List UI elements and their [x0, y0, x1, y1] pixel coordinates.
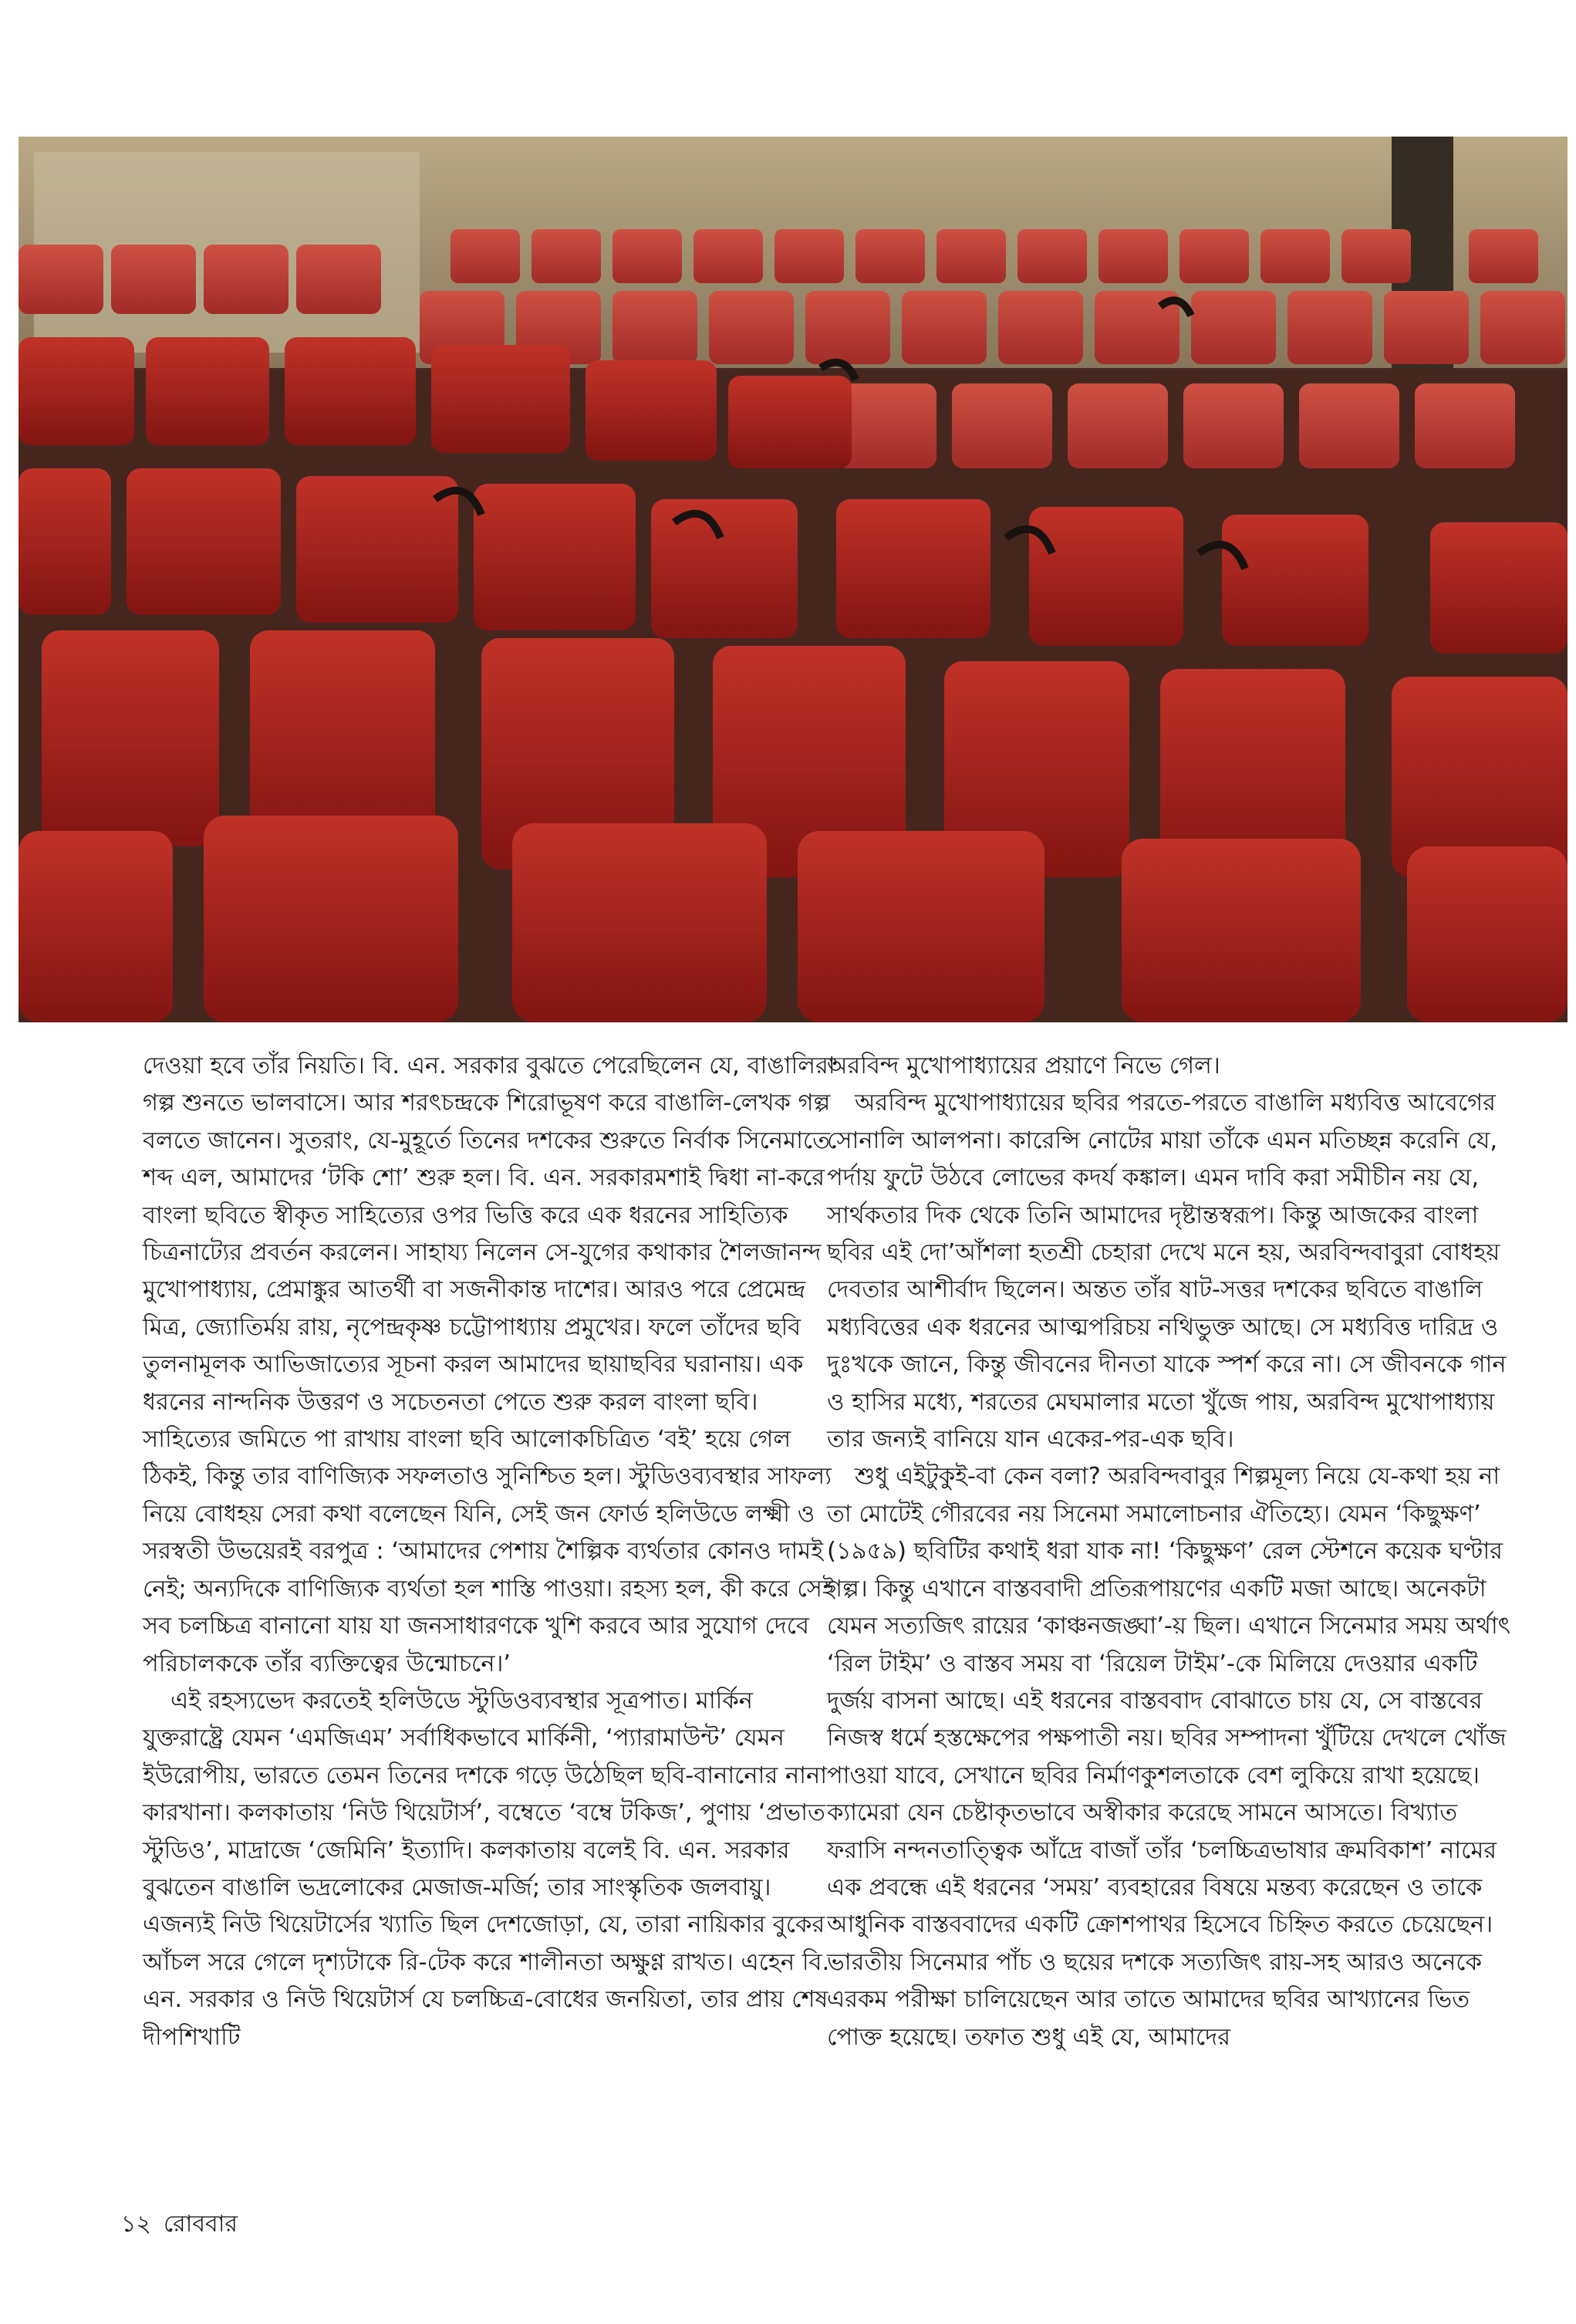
- paragraph: অরবিন্দ মুখোপাধ্যায়ের প্রয়াণে নিভে গেল।: [827, 1052, 1220, 1079]
- paragraph: শুধু এইটুকুই-বা কেন বলা? অরবিন্দবাবুর শিল্পমূল্য নিয়ে যে-কথা হয় না তা মোটেই গৌরবের নয় সিনেমা সমালোচনার ঐতিহ্যে। যেমন ‘কিছুক্ষণ’ (১৯৫৯) ছবিটির কথাই ধরা যাক না! ‘কিছুক্ষণ’ রেল স্টেশনে কয়েক ঘণ্টার গল্প। কিন্তু এখানে বাস্তববাদী প্রতিরূপায়ণের একটি মজা আছে। অনেকটা যেমন সত্যজিৎ রায়ের ‘কাঞ্চনজঙ্ঘা’-য় ছিল। এখানে সিনেমার সময় অর্থাৎ ‘রিল টাইম’ ও বাস্তব সময় বা ‘রিয়েল টাইম’-কে মিলিয়ে দেওয়ার একটি দুর্জয় বাসনা আছে। এই ধরনের বাস্তববাদ বোঝাতে চায় যে, সে বাস্তবের নিজস্ব ধর্মে হস্তক্ষেপের পক্ষপাতী নয়। ছবির সম্পাদনা খুঁটিয়ে দেখলে খোঁজ পাওয়া যাবে, সেখানে ছবির নির্মাণকুশলতাকে বেশ লুকিয়ে রাখা হয়েছে। ক্যামেরা যেন চেষ্টাকৃতভাবে অস্বীকার করেছে সামনে আসতে। বিখ্যাত ফরাসি নন্দনতাত্ত্বিক আঁদ্রে বাজাঁ তাঁর ‘চলচ্চিত্রভাষার ক্রমবিকাশ’ নামের এক প্রবন্ধে এই ধরনের ‘সময়’ ব্যবহারের বিষয়ে মন্তব্য করেছেন ও তাকে আধুনিক বাস্তববাদের একটি ক্রোশপাথর হিসেবে চিহ্নিত করতে চেয়েছেন। ভারতীয় সিনেমার পাঁচ ও ছয়ের দশকে সত্যজিৎ রায়-সহ আরও অনেকে এরকম পরীক্ষা চালিয়েছেন আর তাতে আমাদের ছবির আখ্যানের ভিত পোক্ত হয়েছে। তফাত শুধু এই যে, আমাদের: [827, 1463, 1511, 2051]
- paragraph: দেওয়া হবে তাঁর নিয়তি। বি. এন. সরকার বুঝতে পেরেছিলেন যে, বাঙালিরা গল্প শুনতে ভালবাসে। আর শরৎচন্দ্রকে শিরোভূষণ করে বাঙালি-লেখক গল্প বলতে জানেন। সুতরাং, যে-মুহূর্তে তিনের দশকের শুরুতে নির্বাক সিনেমাতে শব্দ এল, আমাদের ‘টকি শো’ শুরু হল। বি. এন. সরকারমশাই দ্বিধা না-করে বাংলা ছবিতে স্বীকৃত সাহিত্যের ওপর ভিত্তি করে এক ধরনের সাহিত্যিক চিত্রনাট্যের প্রবর্তন করলেন। সাহায্য নিলেন সে-যুগের কথাকার শৈলজানন্দ মুখোপাধ্যায়, প্রেমাঙ্কুর আতর্থী বা সজনীকান্ত দাশের। আরও পরে প্রেমেন্দ্র মিত্র, জ্যোতির্ময় রায়, নৃপেন্দ্রকৃষ্ণ চট্টোপাধ্যায় প্রমুখের। ফলে তাঁদের ছবি তুলনামূলক আভিজাত্যের সূচনা করল আমাদের ছায়াছবির ঘরানায়। এক ধরনের নান্দনিক উত্তরণ ও সচেতনতা পেতে শুরু করল বাংলা ছবি। সাহিত্যের জমিতে পা রাখায় বাংলা ছবি আলোকচিত্রিত ‘বই’ হয়ে গেল ঠিকই, কিন্তু তার বাণিজ্যিক সফলতাও সুনিশ্চিত হল। স্টুডিওব্যবস্থার সাফল্য নিয়ে বোধহয় সেরা কথা বলেছেন যিনি, সেই জন ফোর্ড হলিউডে লক্ষ্মী ও সরস্বতী উভয়েরই বরপুত্র : ‘আমাদের পেশায় শৈল্পিক ব্যর্থতার কোনও দামই নেই; অন্যদিকে বাণিজ্যিক ব্যর্থতা হল শাস্তি পাওয়া। রহস্য হল, কী করে সেই সব চলচ্চিত্র বানানো যায় যা জনসাধারণকে খুশি করবে আর সুযোগ দেবে পরিচালককে তাঁর ব্যক্তিত্বের উন্মোচনে।’: [143, 1052, 835, 1677]
- paragraph: অরবিন্দ মুখোপাধ্যায়ের ছবির পরতে-পরতে বাঙালি মধ্যবিত্ত আবেগের সোনালি আলপনা। কারেন্সি নোটের মায়া তাঁকে এমন মতিচ্ছন্ন করেনি যে, পর্দায় ফুটে উঠবে লোভের কদর্য কঙ্কাল। এমন দাবি করা সমীচীন নয় যে, সার্থকতার দিক থেকে তিনি আমাদের দৃষ্টান্তস্বরূপ। কিন্তু আজকের বাংলা ছবির এই দো’আঁশলা হতশ্রী চেহারা দেখে মনে হয়, অরবিন্দবাবুরা বোধহয় দেবতার আশীর্বাদ ছিলেন। অন্তত তাঁর ষাট-সত্তর দশকের ছবিতে বাঙালি মধ্যবিত্তের এক ধরনের আত্মপরিচয় নথিভুক্ত আছে। সে মধ্যবিত্ত দারিদ্র ও দুঃখকে জানে, কিন্তু জীবনের দীনতা যাকে স্পর্শ করে না। সে জীবনকে গান ও হাসির মধ্যে, শরতের মেঘমালার মতো খুঁজে পায়, অরবিন্দ মুখোপাধ্যায় তার জন্যই বানিয়ে যান একের-পর-এক ছবি।: [827, 1089, 1507, 1454]
- page-number: ১২: [121, 2211, 151, 2238]
- page-footer: [121, 2205, 250, 2245]
- magazine-name: রোববার: [163, 2211, 238, 2238]
- cinema-seats-photo: [19, 137, 1568, 1022]
- paragraph: এই রহস্যভেদ করতেই হলিউডে স্টুডিওব্যবস্থার সূত্রপাত। মার্কিন যুক্তরাষ্ট্রে যেমন ‘এমজিএম’ সর্বাধিকভাবে মার্কিনী, ‘প্যারামাউন্ট’ যেমন ইউরোপীয়, ভারতে তেমন তিনের দশকে গড়ে উঠেছিল ছবি-বানানোর নানা কারখানা। কলকাতায় ‘নিউ থিয়েটার্স’, বম্বেতে ‘বম্বে টকিজ’, পুণায় ‘প্রভাত স্টুডিও’, মাদ্রাজে ‘জেমিনি’ ইত্যাদি। কলকাতায় বলেই বি. এন. সরকার বুঝতেন বাঙালি ভদ্রলোকের মেজাজ-মর্জি; তার সাংস্কৃতিক জলবায়ু। এজন্যই নিউ থিয়েটার্সের খ্যাতি ছিল দেশজোড়া, যে, তারা নায়িকার বুকের আঁচল সরে গেলে দৃশ্যটাকে রি-টেক করে শালীনতা অক্ষুণ্ণ রাখত। এহেন বি. এন. সরকার ও নিউ থিয়েটার্স যে চলচ্চিত্র-বোধের জনয়িতা, তার প্রায় শেষ দীপশিখাটি: [143, 1687, 830, 2051]
- article-left-column: [143, 1048, 837, 2056]
- article-right-column: [827, 1048, 1521, 2056]
- cinema-seats-illustration: [19, 137, 1568, 1022]
